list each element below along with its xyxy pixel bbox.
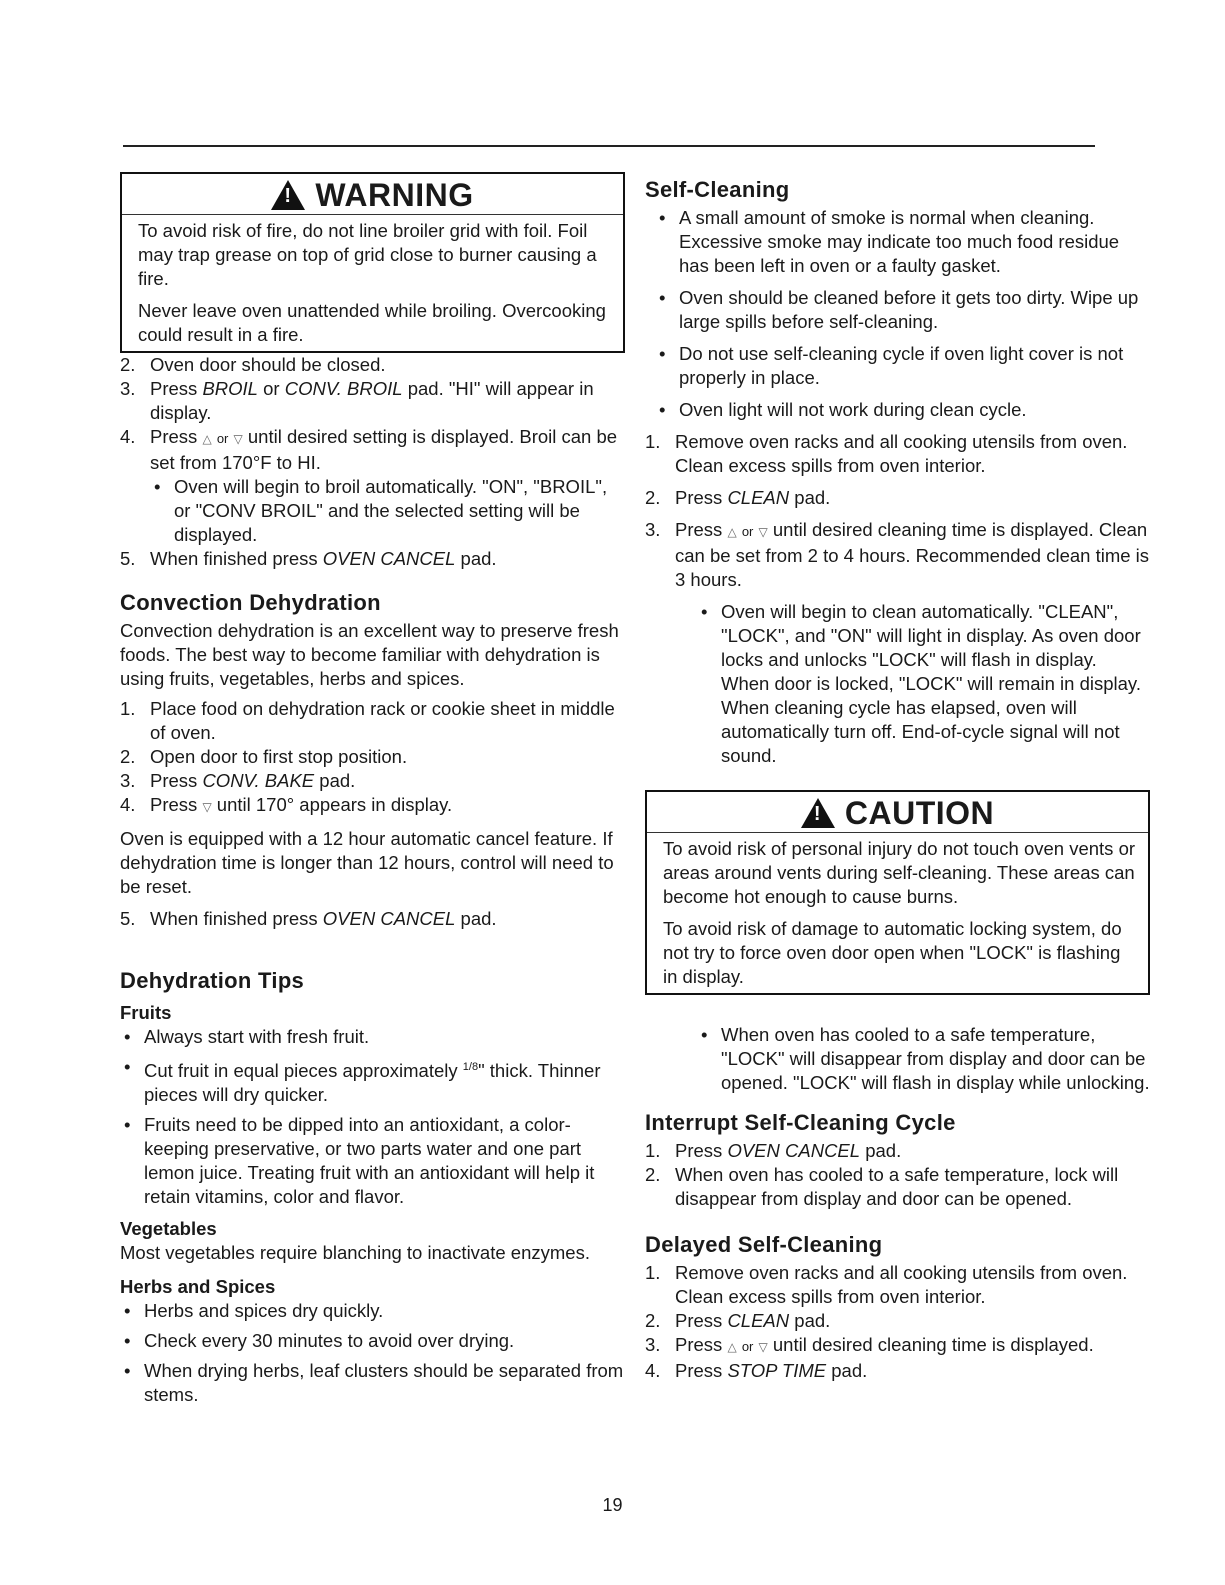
bullet: • [124, 1026, 131, 1047]
step-number: 4. [120, 794, 136, 815]
step-number: 2. [645, 1310, 661, 1331]
down-arrow-icon: ▽ [758, 1340, 768, 1354]
convection-intro: Convection dehydration is an excellent way to preserve fresh foods. The best way to become familiar with dehydration is using fruits, vegetables, herbs and spices. [120, 620, 619, 689]
step-number: 3. [120, 770, 136, 791]
fruits-heading: Fruits [120, 1002, 172, 1023]
bullet: • [124, 1114, 131, 1136]
fruit-tip-1: Always start with fresh fruit. [144, 1026, 370, 1047]
step-number: 2. [120, 354, 136, 375]
step-number: 3. [645, 1334, 661, 1355]
page-number: 19 [602, 1495, 623, 1515]
step-number: 2. [645, 487, 661, 508]
delayed-heading: Delayed Self-Cleaning [645, 1232, 883, 1257]
left-column [120, 172, 625, 1407]
interrupt-step-2: When oven has cooled to a safe temperature, lock will disappear from display and door can be opened. [675, 1164, 1119, 1209]
convection-step-3: Press CONV. BAKE pad. [150, 770, 356, 791]
warning-box [120, 172, 625, 353]
warning-text-1: To avoid risk of fire, do not line broiler grid with foil. Foil may trap grease on top of grid close to burner causing a fire. [138, 220, 597, 289]
selfclean-step-2: Press CLEAN pad. [675, 487, 831, 508]
top-rule [123, 145, 1095, 147]
step-number: 3. [120, 378, 136, 399]
convection-heading: Convection Dehydration [120, 590, 381, 615]
warning-title [122, 174, 623, 215]
vegetables-text: Most vegetables require blanching to inactivate enzymes. [120, 1242, 590, 1264]
broil-steps [120, 353, 625, 571]
warning-text-2: Never leave oven unattended while broiling. Overcooking could result in a fire. [138, 300, 606, 345]
right-column [645, 176, 1150, 1383]
selfclean-step-3-note: Oven will begin to clean automatically. "CLEAN", "LOCK", and "ON" will light in display. As oven door locks and unlocks "LOCK" will flash in display. When door is locked, "LOCK" will remain in display. When cleaning cycle has elapsed, oven will automatically turn off. End-of-cycle signal will not sound. [721, 601, 1141, 766]
bullet: • [124, 1330, 131, 1352]
up-arrow-icon: △ [727, 525, 737, 539]
delayed-step-4: Press STOP TIME pad. [675, 1360, 868, 1381]
caution-text-2: To avoid risk of damage to automatic locking system, do not try to force oven door open when "LOCK" is flashing in display. [663, 918, 1122, 987]
herb-tip-3: When drying herbs, leaf clusters should be separated from stems. [144, 1360, 624, 1406]
step-number: 4. [645, 1360, 661, 1381]
step-number: 1. [645, 1140, 661, 1161]
selfclean-step-1: Remove oven racks and all cooking utensils from oven. Clean excess spills from oven interior. [675, 431, 1128, 476]
up-arrow-icon: △ [202, 432, 212, 446]
broil-step-3: Press BROIL or CONV. BROIL pad. "HI" will appear in display. [150, 378, 594, 423]
bullet: • [659, 287, 666, 308]
step-number: 5. [120, 908, 136, 929]
caution-title [647, 792, 1148, 833]
down-arrow-icon: ▽ [758, 525, 768, 539]
convection-steps [120, 697, 625, 819]
bullet: • [659, 207, 666, 228]
down-arrow-icon: ▽ [233, 432, 243, 446]
selfclean-bullet-3: Do not use self-cleaning cycle if oven light cover is not properly in place. [679, 343, 1124, 388]
herb-tip-1: Herbs and spices dry quickly. [144, 1300, 384, 1322]
broil-step-4-note: Oven will begin to broil automatically. "ON", "BROIL", or "CONV BROIL" and the selected setting will be displayed. [174, 476, 608, 545]
convection-step-4: Press ▽ until 170° appears in display. [150, 794, 453, 815]
bullet: • [701, 601, 708, 622]
warning-title-text: WARNING [315, 177, 474, 213]
convection-step-1: Place food on dehydration rack or cookie sheet in middle of oven. [150, 698, 615, 743]
step-number: 1. [645, 431, 661, 452]
fruit-tip-2: Cut fruit in equal pieces approximately $^{1/8}$" thick. Thinner pieces will dry quicker. [144, 1060, 601, 1106]
bullet: • [659, 399, 666, 420]
selfclean-step-3: Press △ or ▽ until desired cleaning time is displayed. Clean can be set from 2 to 4 hours. Recommended clean time is 3 hours. [675, 519, 1150, 590]
interrupt-heading: Interrupt Self-Cleaning Cycle [645, 1110, 956, 1135]
bullet: • [124, 1300, 131, 1322]
fruit-tip-3: Fruits need to be dipped into an antioxidant, a color-keeping preservative, or two parts water and one part lemon juice. Treating fruit with an antioxidant will help it retain vitamins, color and flavor. [144, 1114, 595, 1208]
step-number: 3. [645, 519, 661, 540]
warning-icon [271, 180, 305, 210]
delayed-step-2: Press CLEAN pad. [675, 1310, 831, 1331]
herbs-heading: Herbs and Spices [120, 1276, 276, 1298]
bullet: • [124, 1056, 131, 1077]
selfclean-bullet-4: Oven light will not work during clean cycle. [679, 399, 1027, 420]
bullet: • [124, 1360, 131, 1382]
broil-step-4: Press △ or ▽ until desired setting is displayed. Broil can be set from 170°F to HI. [150, 426, 618, 473]
bullet: • [154, 476, 161, 497]
convection-step-5: When finished press OVEN CANCEL pad. [150, 908, 497, 929]
step-number: 2. [645, 1164, 661, 1185]
selfclean-after-note: When oven has cooled to a safe temperature, "LOCK" will disappear from display and door can be opened. "LOCK" will flash in display while unlocking. [721, 1024, 1150, 1093]
convection-note: Oven is equipped with a 12 hour automatic cancel feature. If dehydration time is longer than 12 hours, control will need to be reset. [120, 828, 614, 897]
delayed-step-1: Remove oven racks and all cooking utensils from oven. Clean excess spills from oven interior. [675, 1262, 1128, 1307]
caution-title-text: CAUTION [844, 795, 995, 831]
step-number: 1. [645, 1262, 661, 1283]
vegetables-heading: Vegetables [120, 1218, 217, 1240]
selfclean-bullet-1: A small amount of smoke is normal when cleaning. Excessive smoke may indicate too much food residue has been left in oven or a faulty gasket. [679, 207, 1120, 276]
bullet: • [659, 343, 666, 364]
convection-step-2: Open door to first stop position. [150, 746, 408, 767]
caution-text-1: To avoid risk of personal injury do not touch oven vents or areas around vents during self-cleaning. These areas can become hot enough to cause burns. [663, 838, 1136, 907]
broil-step-5: When finished press OVEN CANCEL pad. [150, 548, 497, 569]
step-number: 1. [120, 698, 136, 719]
selfclean-heading: Self-Cleaning [645, 177, 790, 202]
down-arrow-icon: ▽ [202, 800, 212, 814]
convection-step-5-row [120, 907, 625, 931]
step-number: 5. [120, 548, 136, 569]
bullet: • [701, 1024, 708, 1045]
step-number: 4. [120, 426, 136, 447]
selfclean-bullet-2: Oven should be cleaned before it gets too dirty. Wipe up large spills before self-cleaning. [679, 287, 1139, 332]
up-arrow-icon: △ [727, 1340, 737, 1354]
delayed-step-3: Press △ or ▽ until desired cleaning time is displayed. [675, 1334, 1094, 1355]
interrupt-step-1: Press OVEN CANCEL pad. [675, 1140, 902, 1161]
step-number: 2. [120, 746, 136, 767]
tips-heading: Dehydration Tips [120, 968, 305, 993]
broil-step-2: Oven door should be closed. [150, 354, 386, 375]
caution-box [645, 790, 1150, 995]
herb-tip-2: Check every 30 minutes to avoid over drying. [144, 1330, 515, 1352]
caution-icon [801, 798, 835, 828]
